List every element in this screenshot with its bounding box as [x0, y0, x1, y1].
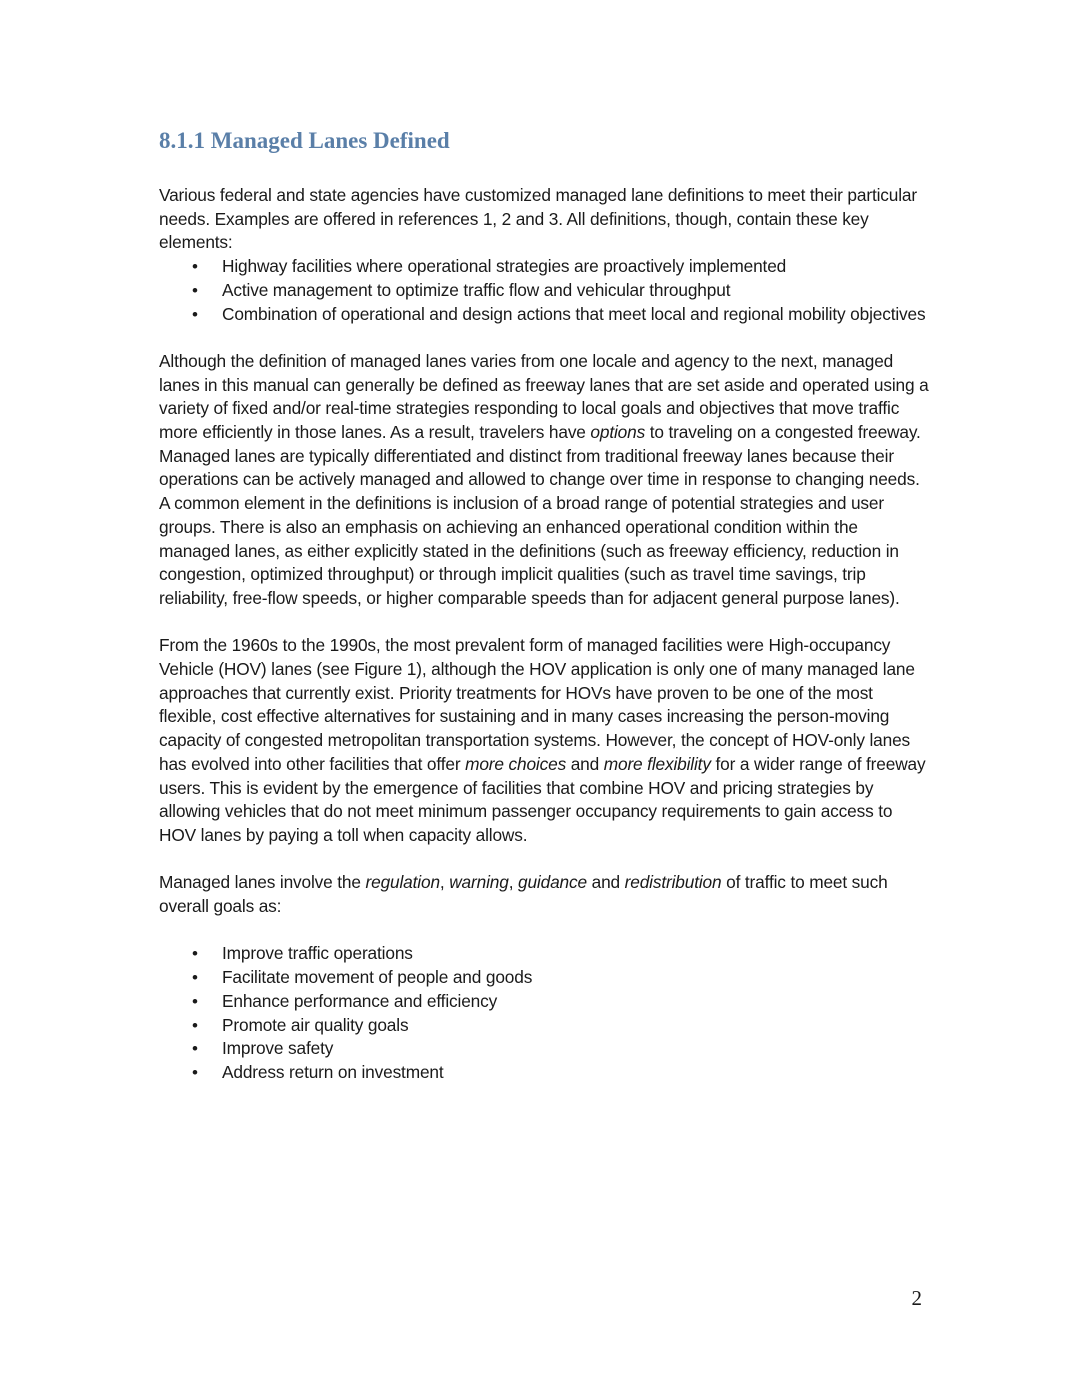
list-item: • Enhance performance and efficiency: [159, 990, 929, 1014]
history-paragraph: From the 1960s to the 1990s, the most prevalent form of managed facilities were High-occupancy Vehicle (HOV) lanes (see Figure 1), although the HOV application is only one of many managed lane approaches that currently exist. Priority treatments for HOVs have proven to be one of the most flexible, cost effective alternatives for sustaining and in many cases increasing the person-moving capacity of congested metropolitan transportation systems. However, the concept of HOV-only lanes has evolved into other facilities that offer more choices and more flexibility for a wider range of freeway users. This is evident by the emergence of facilities that combine HOV and pricing strategies by allowing vehicles that do not meet minimum passenger occupancy requirements to gain access to HOV lanes by paying a toll when capacity allows.: [159, 635, 926, 845]
bullet-icon: •: [192, 991, 198, 1011]
bullet-icon: •: [192, 968, 198, 988]
bullet-icon: •: [192, 1015, 198, 1035]
bullet-icon: •: [192, 1062, 198, 1082]
key-elements-list: [159, 255, 929, 326]
goals-list: [159, 942, 929, 1084]
page-number: 2: [911, 1286, 922, 1310]
bullet-icon: •: [192, 1039, 198, 1059]
document-page: [159, 124, 929, 1085]
list-item: • Address return on investment: [159, 1061, 929, 1085]
list-item: • Combination of operational and design actions that meet local and regional mobility objectives: [159, 303, 929, 327]
section-heading: 8.1.1 Managed Lanes Defined: [159, 128, 450, 153]
list-item: • Improve safety: [159, 1037, 929, 1061]
bullet-icon: •: [192, 304, 198, 324]
bullet-icon: •: [192, 944, 198, 964]
goals-intro-paragraph: Managed lanes involve the regulation, warning, guidance and redistribution of traffic to meet such overall goals as:: [159, 872, 888, 917]
list-item: • Improve traffic operations: [159, 942, 929, 966]
list-item: • Active management to optimize traffic flow and vehicular throughput: [159, 279, 929, 303]
intro-paragraph: Various federal and state agencies have customized managed lane definitions to meet their particular needs. Examples are offered in references 1, 2 and 3. All definitions, though, contain these key elements:: [159, 185, 917, 253]
list-item: • Promote air quality goals: [159, 1014, 929, 1038]
bullet-icon: •: [192, 257, 198, 277]
definition-paragraph: Although the definition of managed lanes varies from one locale and agency to the next, managed lanes in this manual can generally be defined as freeway lanes that are set aside and operated using a variety of fixed and/or real-time strategies responding to local goals and objectives that move traffic more efficiently in those lanes. As a result, travelers have options to traveling on a congested freeway. Managed lanes are typically differentiated and distinct from traditional freeway lanes because their operations can be actively managed and allowed to change over time in response to changing needs. A common element in the definitions is inclusion of a broad range of potential strategies and user groups. There is also an emphasis on achieving an enhanced operational condition within the managed lanes, as either explicitly stated in the definitions (such as freeway efficiency, reduction in congestion, optimized throughput) or through implicit qualities (such as travel time savings, trip reliability, free-flow speeds, or higher comparable speeds than for adjacent general purpose lanes).: [159, 350, 929, 608]
list-item: • Facilitate movement of people and goods: [159, 966, 929, 990]
bullet-icon: •: [192, 280, 198, 300]
list-item: • Highway facilities where operational strategies are proactively implemented: [159, 255, 929, 279]
